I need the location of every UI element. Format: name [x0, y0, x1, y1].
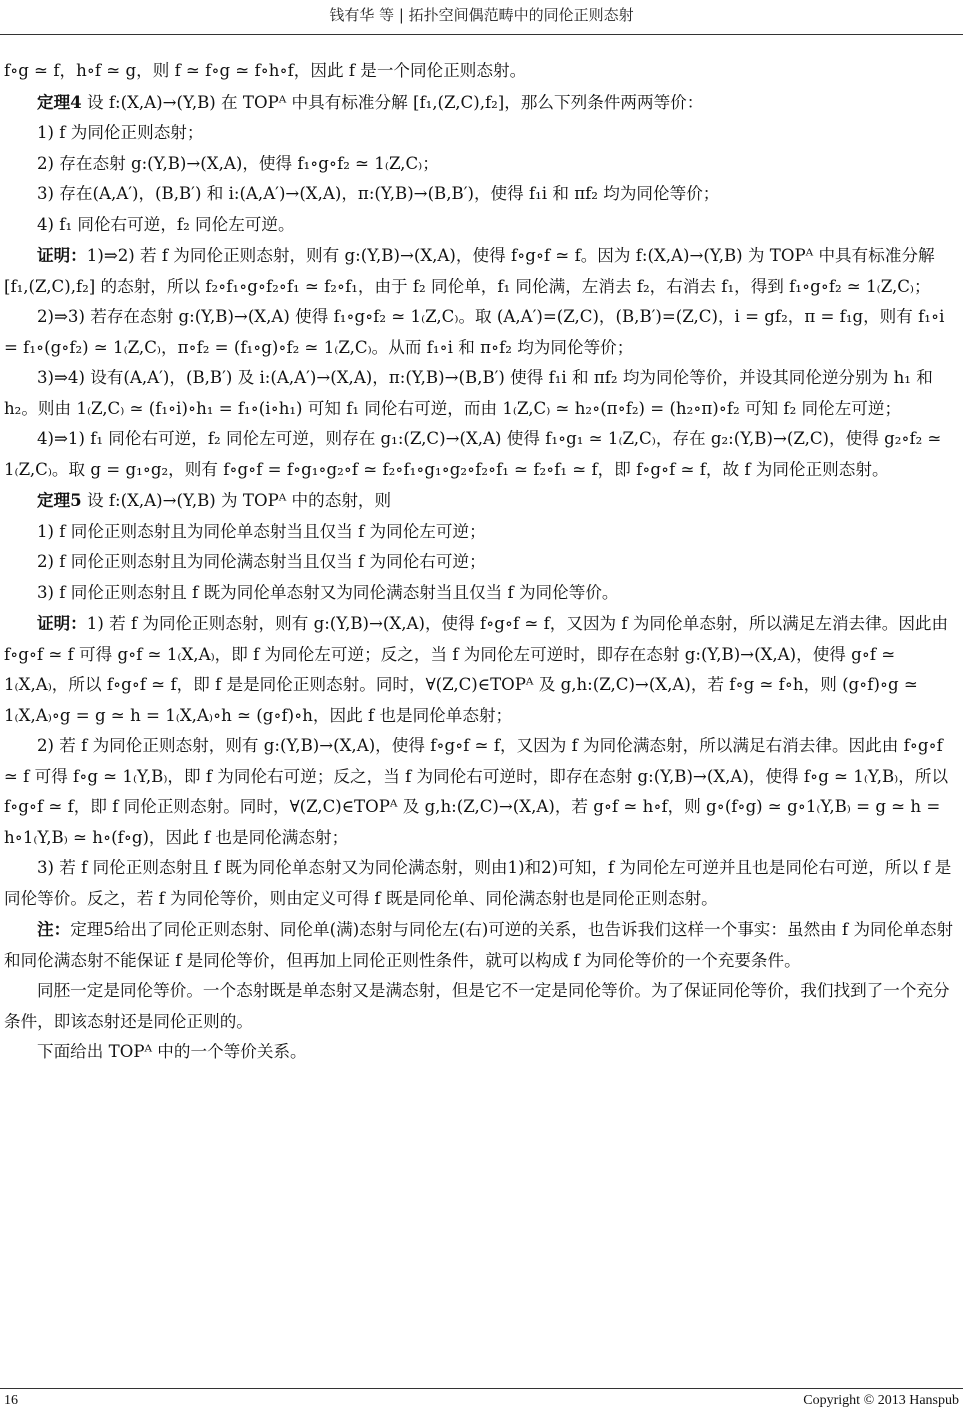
paragraph-text: 3) f 同伦正则态射且 f 既为同伦单态射又为同伦满态射当且仅当 f 为同伦等价。 — [37, 582, 619, 602]
paragraph-text: 下面给出 TOPᴬ 中的一个等价关系。 — [37, 1042, 307, 1061]
paragraph — [4, 210, 959, 241]
paragraph — [4, 547, 959, 578]
paragraph — [4, 914, 959, 976]
paragraph — [4, 149, 959, 180]
paragraph-text: 设 f:(X,A)→(Y,B) 为 TOPᴬ 中的态射，则 — [81, 491, 392, 510]
article-body — [4, 56, 959, 1068]
paragraph-text: 2)⇒3) 若存在态射 g:(Y,B)→(X,A) 使得 f₁∘g∘f₂ ≃ 1₍Z,C₎。取 (A,A′)=(Z,C)，(B,B′)=(Z,C)，i = gf₂，π = f₁g，则有 f₁∘i = f₁∘(g∘f₂) ≃ 1₍Z,C₎，π∘f₂ = (f₁∘g)∘f₂ ≃ 1₍Z,C₎。从而 f₁∘i 和 π∘f₂ 均为同伦等价； — [4, 307, 945, 357]
paragraph — [4, 424, 959, 485]
paragraph-text: 3) 存在(A,A′)，(B,B′) 和 i:(A,A′)→(X,A)，π:(Y,B)→(B,B′)，使得 f₁i 和 πf₂ 均为同伦等价； — [37, 184, 720, 203]
paragraph-label: 定理5 — [37, 490, 82, 510]
paragraph-label: 证明： — [37, 613, 87, 633]
paragraph — [4, 179, 959, 210]
paragraph-text: 1) f 为同伦正则态射； — [37, 123, 204, 142]
paragraph — [4, 302, 959, 363]
paragraph-text: 1) 若 f 为同伦正则态射，则有 g:(Y,B)→(X,A)，使得 f∘g∘f ≃ f，又因为 f 为同伦单态射，所以满足左消去律。因此由 f∘g∘f ≃ f 可得 g∘f ≃ 1₍X,A₎，即 f 为同伦左可逆；反之，当 f 为同伦左可逆时，即存在态射 g:(Y,B)→(X,A)，使得 g∘f ≃ 1₍X,A₎，所以 f∘g∘f ≃ f，即 f 是是同伦正则态射。同时，∀(Z,C)∈TOPᴬ 及 g,h:(Z,C)→(X,A)，若 f∘g ≃ f∘h，则 (g∘f)∘g ≃ 1₍X,A₎∘g = g ≃ h = 1₍X,A₎∘h ≃ (g∘f)∘h，因此 f 也是同伦单态射； — [4, 614, 949, 725]
paragraph-text: 2) f 同伦正则态射且为同伦满态射当且仅当 f 为同伦右可逆； — [37, 552, 486, 571]
paragraph-text: f∘g ≃ f，h∘f ≃ g，则 f ≃ f∘g ≃ f∘h∘f，因此 f 是一个同伦正则态射。 — [4, 61, 527, 80]
paragraph — [4, 976, 959, 1037]
running-header: 钱有华 等 | 拓扑空间偶范畴中的同伦正则态射 — [329, 6, 634, 24]
paragraph — [4, 118, 959, 149]
paragraph-label: 证明： — [37, 245, 87, 265]
header-rule — [0, 34, 963, 35]
paragraph-label: 注： — [37, 919, 71, 939]
paragraph — [4, 87, 959, 119]
paragraph — [4, 56, 959, 87]
paragraph-text: 4)⇒1) f₁ 同伦右可逆，f₂ 同伦左可逆，则存在 g₁:(Z,C)→(X,A) 使得 f₁∘g₁ ≃ 1₍Z,C₎，存在 g₂:(Y,B)→(Z,C)，使得 g₂∘f₂ ≃ 1₍Z,C₎。取 g = g₁∘g₂，则有 f∘g∘f = f∘g₁∘g₂∘f ≃ f₂∘f₁∘g₁∘g₂∘f₂∘f₁ ≃ f₂∘f₁ ≃ f，即 f∘g∘f ≃ f，故 f 为同伦正则态射。 — [4, 429, 942, 479]
paragraph-text: 2) 若 f 为同伦正则态射，则有 g:(Y,B)→(X,A)，使得 f∘g∘f ≃ f，又因为 f 为同伦满态射，所以满足右消去律。因此由 f∘g∘f ≃ f 可得 f∘g ≃ 1₍Y,B₎，即 f 为同伦右可逆；反之，当 f 为同伦右可逆时，即存在态射 g:(Y,B)→(X,A)，使得 f∘g ≃ 1₍Y,B₎，所以 f∘g∘f ≃ f，即 f 同伦正则态射。同时，∀(Z,C)∈TOPᴬ 及 g,h:(Z,C)→(X,A)，若 g∘f ≃ h∘f，则 g∘(f∘g) ≃ g∘1₍Y,B₎ = g ≃ h = h∘1₍Y,B₎ ≃ h∘(f∘g)，因此 f 也是同伦满态射； — [4, 736, 949, 847]
paragraph — [4, 517, 959, 548]
paragraph-label: 定理4 — [37, 91, 82, 112]
paragraph — [4, 363, 959, 424]
paragraph-text: 2) 存在态射 g:(Y,B)→(X,A)，使得 f₁∘g∘f₂ ≃ 1₍Z,C₎； — [37, 153, 439, 173]
paragraph-text: 1) f 同伦正则态射且为同伦单态射当且仅当 f 为同伦左可逆； — [37, 521, 486, 541]
paragraph-text: 同胚一定是同伦等价。一个态射既是单态射又是满态射，但是它不一定是同伦等价。为了保证同伦等价，我们找到了一个充分条件，即该态射还是同伦正则的。 — [4, 981, 950, 1031]
paragraph — [4, 578, 959, 609]
paragraph — [4, 240, 959, 302]
paragraph — [4, 1037, 959, 1068]
paragraph-text: 设 f:(X,A)→(Y,B) 在 TOPᴬ 中具有标准分解 [f₁,(Z,C),f₂]，那么下列条件两两等价： — [81, 92, 704, 112]
paragraph-text: 1)⇒2) 若 f 为同伦正则态射，则有 g:(Y,B)→(X,A)，使得 f∘g∘f ≃ f。因为 f:(X,A)→(Y,B) 为 TOPᴬ 中具有标准分解 [f₁,(Z,C),f₂] 的态射，所以 f₂∘f₁∘g∘f₂∘f₁ ≃ f₂∘f₁，由于 f₂ 同伦单，f₁ 同伦满，左消去 f₂，右消去 f₁，得到 f₁∘g∘f₂ ≃ 1₍Z,C₎； — [4, 246, 935, 296]
page-number: 16 — [4, 1393, 18, 1408]
paragraph — [4, 853, 959, 914]
copyright: Copyright © 2013 Hanspub — [803, 1393, 959, 1408]
paragraph-text: 3)⇒4) 设有(A,A′)，(B,B′) 及 i:(A,A′)→(X,A)，π:(Y,B)→(B,B′) 使得 f₁i 和 πf₂ 均为同伦等价，并设其同伦逆分别为 h₁ 和 h₂。则由 1₍Z,C₎ ≃ (f₁∘i)∘h₁ = f₁∘(i∘h₁) 可知 f₁ 同伦右可逆，而由 1₍Z,C₎ ≃ h₂∘(π∘f₂) = (h₂∘π)∘f₂ 可知 f₂ 同伦左可逆； — [4, 368, 933, 418]
paragraph — [4, 485, 959, 517]
footer-rule — [0, 1388, 963, 1389]
paragraph — [4, 608, 959, 731]
paragraph-text: 定理5给出了同伦正则态射、同伦单(满)态射与同伦左(右)可逆的关系，也告诉我们这样一个事实：虽然由 f 为同伦单态射和同伦满态射不能保证 f 是同伦等价，但再加上同伦正则性条件，就可以构成 f 为同伦等价的一个充要条件。 — [4, 920, 954, 970]
paragraph-text: 3) 若 f 同伦正则态射且 f 既为同伦单态射又为同伦满态射，则由1)和2)可知，f 为同伦左可逆并且也是同伦右可逆，所以 f 是同伦等价。反之，若 f 为同伦等价，则由定义可得 f 既是同伦单、同伦满态射也是同伦正则态射。 — [4, 858, 952, 908]
paragraph-text: 4) f₁ 同伦右可逆，f₂ 同伦左可逆。 — [37, 214, 295, 234]
paragraph — [4, 731, 959, 853]
